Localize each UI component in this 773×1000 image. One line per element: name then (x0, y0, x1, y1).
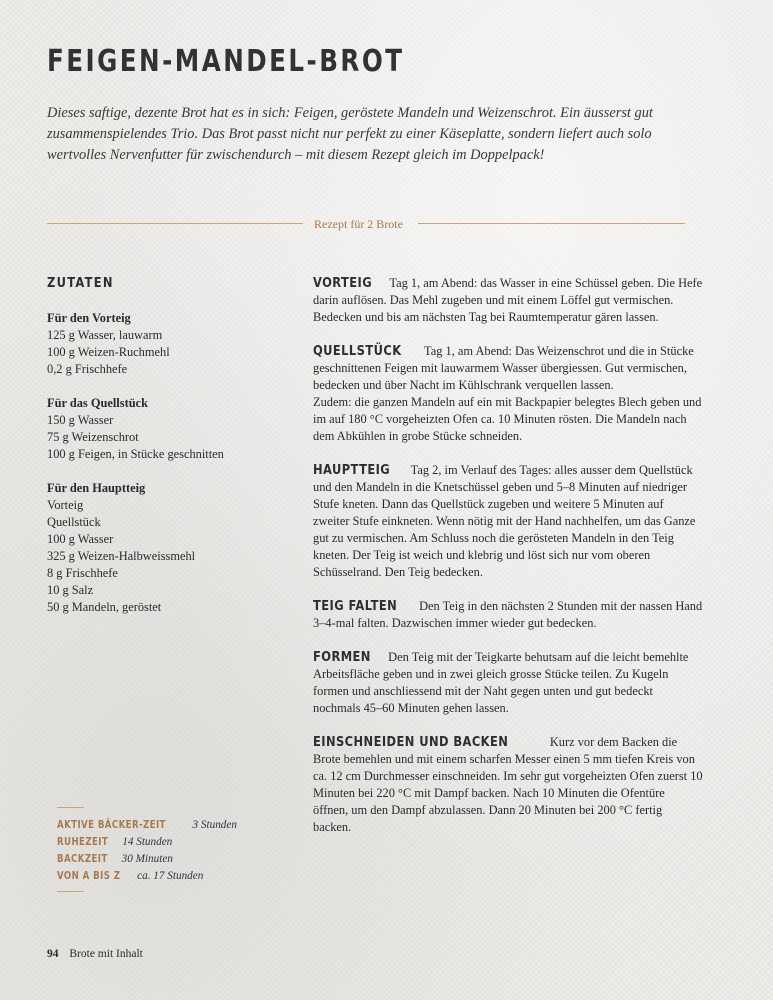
ingredient-item: 50 g Mandeln, geröstet (47, 600, 162, 614)
time-value: 3 Stunden (192, 819, 237, 831)
time-row-active (57, 817, 237, 834)
times-rule-top (57, 807, 84, 808)
step-text: Tag 1, am Abend: das Wasser in eine Schüssel geben. Die Hefe darin auflösen. Das Mehl zugeben und mit einem Löffel gut vermischen. Bedecken und bis am nächsten Tag bei Raumtemperatur gären lassen. (313, 276, 703, 324)
step-text: Den Teig mit der Teigkarte behutsam auf die leicht bemehlte Arbeitsfläche geben und in zwei gleich grosse Stücke teilen. Zu Kugeln formen und anschliessend mit der Naht gegen unten und gut bedeckt nochmals 45–60 Minuten gehen lassen. (313, 650, 689, 715)
step-text: Tag 1, am Abend: Das Weizenschrot und die in Stücke geschnittenen Feigen mit lauwarmem Wasser übergiessen. Gut vermischen, bedecken und über Nacht im Kühlschrank verquellen lassen. (313, 344, 694, 392)
section-name: Brote mit Inhalt (69, 948, 143, 960)
step-formen (313, 649, 703, 717)
ingredients-heading: ZUTATEN (47, 275, 114, 291)
ingredient-item: 75 g Weizenschrot (47, 430, 139, 444)
ingredient-group-quellstueck (47, 395, 287, 463)
page-number: 94 (47, 948, 59, 960)
step-heading: VORTEIG (313, 275, 373, 291)
times-box (57, 817, 237, 885)
step-heading: HAUPTTEIG (313, 462, 391, 478)
time-value: 14 Stunden (122, 836, 173, 848)
ingredient-group-title: Für das Quellstück (47, 396, 148, 410)
time-value: 30 Minuten (121, 853, 173, 865)
time-label: AKTIVE BÄCKER-ZEIT (57, 819, 166, 831)
step-einschneiden-backen (313, 734, 703, 836)
time-label: VON A BIS Z (57, 870, 121, 882)
step-heading: TEIG FALTEN (313, 598, 398, 614)
time-row-rest (57, 834, 237, 851)
ingredient-item: 325 g Weizen-Halbweissmehl (47, 549, 196, 563)
step-text: Tag 2, im Verlauf des Tages: alles ausser dem Quellstück und den Mandeln in die Knetschüssel geben und 5–8 Minuten auf niedriger Stufe kneten. Dann das Quellstück zugeben und weitere 5 Minuten auf zweiter Stufe einkneten. Wenn nötig mit der Hand nachhelfen, um das Ganze gut zu vermischen. Am Schluss noch die gerösteten Mandeln in den Teig kneten. Der Teig ist weich und klebrig und löst sich nur vom oberen Schüsselrand. Den Teig bedecken. (313, 463, 696, 579)
step-heading: QUELLSTÜCK (313, 343, 402, 359)
step-heading: FORMEN (313, 649, 371, 665)
divider-right (418, 223, 685, 224)
ingredient-item: 100 g Wasser (47, 532, 114, 546)
time-label: BACKZEIT (57, 853, 108, 865)
page-footer (47, 948, 143, 960)
step-hauptteig (313, 462, 703, 581)
time-row-total (57, 868, 237, 885)
serves-label: Rezept für 2 Brote (314, 217, 403, 231)
ingredient-item: 100 g Feigen, in Stücke geschnitten (47, 447, 224, 461)
step-text: Den Teig in den nächsten 2 Stunden mit der nassen Hand 3–4-mal falten. Dazwischen immer wieder gut bedecken. (313, 599, 703, 630)
step-heading: EINSCHNEIDEN UND BACKEN (313, 734, 509, 750)
ingredient-group-title: Für den Hauptteig (47, 481, 146, 495)
ingredient-item: 10 g Salz (47, 583, 94, 597)
recipe-title: FEIGEN-MANDEL-BROT (47, 44, 405, 79)
ingredient-item: 8 g Frischhefe (47, 566, 118, 580)
time-value: ca. 17 Stunden (137, 870, 204, 882)
ingredient-item: 0,2 g Frischhefe (47, 362, 128, 376)
ingredient-group-title: Für den Vorteig (47, 311, 131, 325)
recipe-intro: Dieses saftige, dezente Brot hat es in sich: Feigen, geröstete Mandeln und Weizenschrot. Ein äusserst gut zusammenspielendes Trio. Das Brot passt nicht nur perfekt zu einer Käseplatte, sondern liefert auch solo wertvolles Nervenfutter für zwischendurch – mit diesem Rezept gleich im Doppelpack! (47, 105, 653, 163)
ingredient-item: Vorteig (47, 498, 84, 512)
method-steps (313, 275, 703, 853)
divider-left (47, 223, 303, 224)
times-rule-bottom (57, 891, 84, 892)
step-text: Kurz vor dem Backen die Brote bemehlen und mit einem scharfen Messer einen 5 mm tiefen Kreis von ca. 12 cm Durchmesser einschneiden. Im sehr gut vorgeheizten Ofen zuerst 10 Minuten bei 220 °C mit Dampf backen. Nach 10 Minuten die Ofentüre öffnen, um den Dampf abzulassen. Dann 20 Minuten bei 200 °C fertig backen. (313, 735, 703, 834)
ingredient-item: 125 g Wasser, lauwarm (47, 328, 163, 342)
ingredients-list (47, 310, 287, 633)
step-text-extra: Zudem: die ganzen Mandeln auf ein mit Backpapier belegtes Blech geben und im auf 180 °C vorgeheizten Ofen ca. 10 Minuten rösten. Die Mandeln nach dem Abkühlen in grobe Stücke schneiden. (313, 395, 702, 443)
ingredient-item: 150 g Wasser (47, 413, 114, 427)
step-quellstueck (313, 343, 703, 445)
ingredient-item: 100 g Weizen-Ruchmehl (47, 345, 170, 359)
ingredient-group-hauptteig (47, 480, 287, 616)
ingredient-group-vorteig (47, 310, 287, 378)
ingredient-item: Quellstück (47, 515, 101, 529)
step-vorteig (313, 275, 703, 326)
time-row-bake (57, 851, 237, 868)
time-label: RUHEZEIT (57, 836, 109, 848)
step-teig-falten (313, 598, 703, 632)
